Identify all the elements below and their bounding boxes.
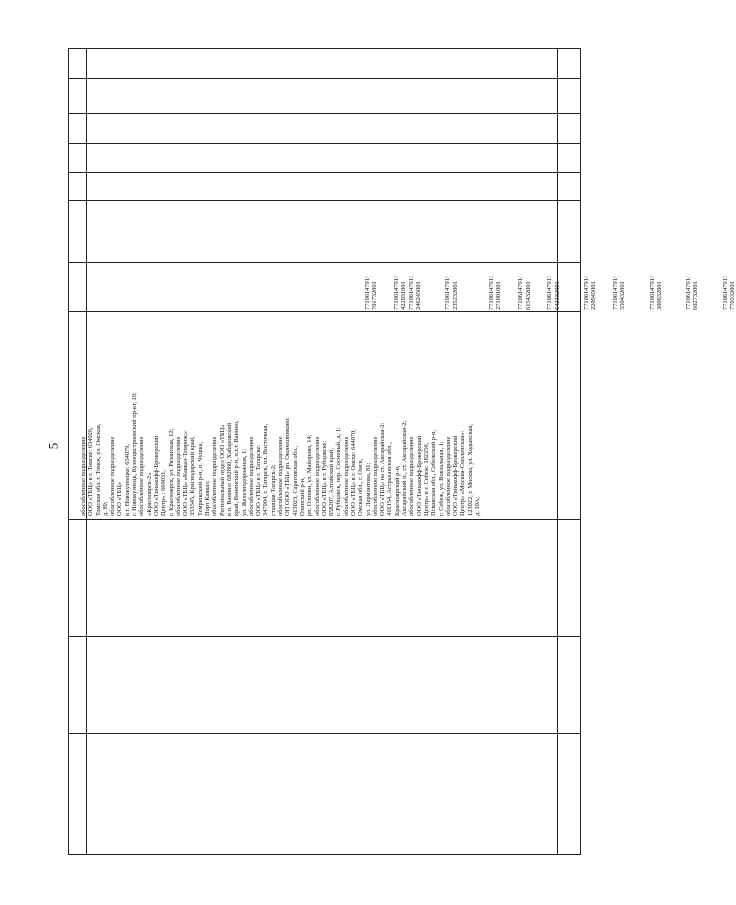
address-line: д. 89; (101, 501, 109, 516)
address-line: «Красноярск-2» (145, 472, 153, 516)
address-line: Порт Кавказ; (204, 480, 212, 516)
kpp-line: 235232001 (451, 281, 459, 310)
kpp-line (481, 262, 488, 310)
address-line: г. Красноярск, ул. Рязанская, 12; (167, 428, 175, 516)
address-line: рп. Озинки, ул. Майорова, 14; (306, 434, 314, 516)
kpp-line: 7710614791/ (364, 276, 371, 310)
kpp-line (473, 262, 480, 310)
kpp-line: 7710614791/ (488, 276, 496, 310)
address-line: обособленное подразделение (313, 436, 321, 516)
address-line: 413023, Саратовская обл., (291, 445, 299, 516)
address-line: Центр» : 660031, (160, 470, 168, 516)
column-divider (557, 48, 558, 854)
kpp-line (561, 262, 568, 310)
kpp-line (605, 262, 612, 310)
kpp-line (422, 262, 429, 310)
inn-kpp-codes (364, 262, 736, 310)
kpp-line (430, 262, 437, 310)
address-line: г. Новокузнецк, Кузнецкстроевский пр-кт, 19; (131, 392, 139, 516)
address-line: в г. Новокузнецке: 654079, (123, 443, 131, 516)
kpp-line: 770332001 (728, 281, 736, 310)
kpp-line (670, 262, 677, 310)
kpp-line (663, 262, 670, 310)
address-line: ООО «ТБЦ» в г. Татарске: (255, 444, 263, 516)
kpp-line: 7710614791/ (393, 276, 401, 310)
row-divider (68, 78, 580, 79)
address-line: обособленное подразделение (408, 436, 416, 516)
kpp-line: 7710614791/ (582, 276, 590, 310)
address-line: обособленное подразделение (80, 436, 87, 516)
kpp-line (700, 262, 707, 310)
kpp-line (503, 262, 510, 310)
kpp-line (641, 262, 648, 310)
address-line: Омская обл., г. Омск, (357, 458, 365, 516)
kpp-line: 7710614791/ (648, 276, 656, 310)
address-line: обособленное подразделение (247, 436, 255, 516)
kpp-line (466, 262, 473, 310)
kpp-line (627, 262, 634, 310)
address-line: ОП ООО «ТБЦ» рп. Оконешниково: (284, 417, 292, 516)
kpp-line (678, 262, 685, 310)
row-divider (68, 113, 580, 114)
kpp-line (714, 262, 721, 310)
row-divider (68, 143, 580, 144)
kpp-line (634, 262, 641, 310)
address-line: ООО «Тинькофф-Брокерский (452, 435, 460, 516)
kpp-line: 7710614791/ (444, 276, 452, 310)
address-line: ООО «ТБЦ» в г. Омске: 644070, (349, 429, 357, 516)
address-line: ООО «ТБЦ» в г. Рубцовске: (320, 440, 328, 516)
kpp-line: 7710614791/ (517, 276, 525, 310)
address-line: Псковская обл., Себежский р-н, (430, 429, 438, 516)
address-line: ООО «ТБЦ» «Кавказ-Темрюк»: (182, 430, 190, 516)
kpp-line: 246245001 (415, 281, 423, 310)
kpp-line (386, 262, 393, 310)
address-line: г. Рубцовск, пер. Сосновый, д. 1; (335, 427, 343, 516)
kpp-line: 7710614791/ (685, 276, 693, 310)
kpp-line: 701732001 (371, 281, 379, 310)
address-line: 347904, г. Татарск, пл. Восточная, (262, 424, 270, 516)
address-line: 353545, Краснодарский край, (189, 436, 197, 516)
kpp-line (532, 262, 539, 310)
address-line: край, Ванинский р-н, п.г.т. Ванино, (233, 420, 241, 516)
address-line: д. 10А; (474, 496, 482, 516)
kpp-line (510, 262, 517, 310)
kpp-line (379, 262, 386, 310)
address-line: 123022, г. Москва, ул. Ходынская, (466, 424, 474, 516)
address-line: станция Татарск-2; (269, 464, 277, 516)
kpp-line: 7710614791/ (612, 276, 620, 310)
kpp-line (568, 262, 575, 310)
address-line: г. Себеж, ул. Вокзальная, 1; (437, 441, 445, 516)
address-line: Центр» в г. Себеж: 182250, (422, 442, 430, 516)
page-number: 5 (45, 442, 61, 450)
address-line: Центр» «Москва-Смоленская»: (459, 430, 467, 516)
address-line: обособленное подразделение (444, 436, 452, 516)
address-line: обособленное подразделение (277, 436, 285, 516)
address-line: обособленное подразделение (138, 436, 146, 516)
address-line: ООО «ТБЦ» на ст. Аксарайская-2: (379, 422, 387, 516)
address-line: обособленное подразделение (109, 436, 117, 516)
kpp-line: 615432001 (524, 281, 532, 310)
kpp-line: 271001001 (495, 281, 503, 310)
row-divider (68, 172, 580, 173)
row-divider (68, 519, 580, 520)
address-line: обособленное подразделение (342, 436, 350, 516)
kpp-line: 602732001 (692, 281, 700, 310)
kpp-line: 550432001 (619, 281, 627, 310)
address-line: ул. Лермонтова, 81; (364, 462, 372, 516)
row-divider (68, 200, 580, 201)
address-line: Красноярский р-н, (393, 465, 401, 516)
address-line: 658207, Алтайский край, (328, 448, 336, 516)
kpp-line: 7710614791/ (407, 276, 415, 310)
address-line: Озинский р-н, (298, 477, 306, 516)
kpp-line (598, 262, 605, 310)
address-line: ООО «ТБЦ» (116, 481, 124, 516)
address-line: ООО «ТБЦ» в г. Томске: 634026, (87, 427, 95, 516)
address-line: Темрюкский р-н, п. Чушка, (196, 441, 204, 516)
address-line: обособленное подразделение (211, 436, 219, 516)
kpp-line (576, 262, 583, 310)
kpp-line (437, 262, 444, 310)
row-divider (68, 733, 580, 734)
address-line: ул. Железнодорожная, 1; (240, 448, 248, 516)
kpp-line (539, 262, 546, 310)
kpp-line: 642332001 (553, 281, 561, 310)
address-line: обособленное подразделение (174, 436, 182, 516)
address-line: ООО «Тинькофф-Брокерский (152, 435, 160, 516)
kpp-line (707, 262, 714, 310)
kpp-line (459, 262, 466, 310)
address-line: в п. Ванино: 682860, Хабаровский (225, 422, 233, 516)
address-line: Томская обл. г. Томск, ул. Омская, (94, 423, 102, 516)
kpp-line: 7710614791/ (721, 276, 729, 310)
row-divider (68, 636, 580, 637)
address-line: ООО «Тинькофф-Брокерский (415, 435, 423, 516)
address-line: 416154, Астраханская обл., (386, 442, 394, 516)
address-line: обособленное подразделение (371, 436, 379, 516)
kpp-line: 220945001 (590, 281, 598, 310)
address-line: Аксарайский п., ст. Аксарайская-2; (401, 420, 409, 516)
address-line: Региональный отдел ООО «ТБЦ» (218, 424, 226, 516)
kpp-line: 300632001 (655, 281, 663, 310)
kpp-line: 422031001 (400, 281, 408, 310)
kpp-line: 7710614791/ (546, 276, 554, 310)
